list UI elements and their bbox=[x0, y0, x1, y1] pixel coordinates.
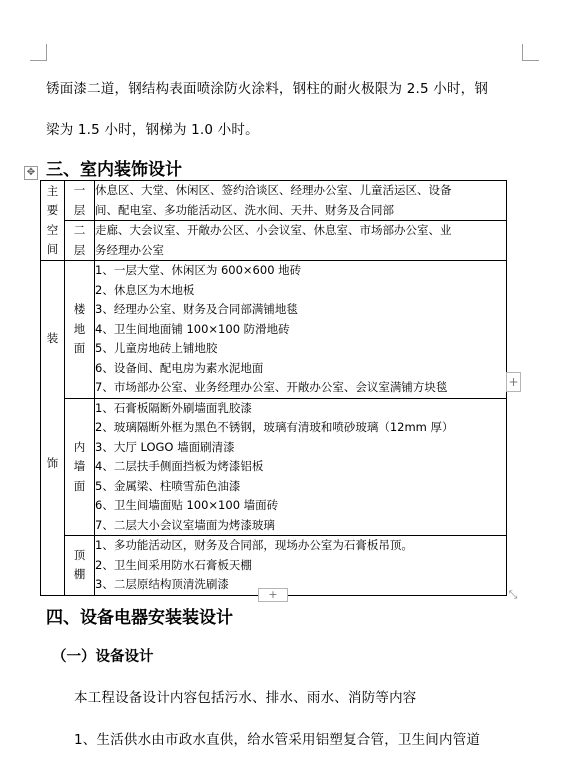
subsection-heading-equipment-design: （一）设备设计 bbox=[52, 649, 154, 665]
table-resize-icon[interactable]: ⤡ bbox=[508, 588, 518, 601]
add-column-plus-icon[interactable]: + bbox=[506, 372, 521, 392]
body-paragraph: 本工程设备设计内容包括污水、排水、雨水、消防等内容 bbox=[74, 690, 417, 706]
category-decoration: 装 饰 bbox=[41, 261, 65, 596]
table-row bbox=[41, 398, 507, 536]
crop-mark-top-left bbox=[30, 44, 47, 61]
ceiling-items: 1、多功能活动区，财务及合同部，现场办公室为石膏板吊顶。 2、卫生间采用防水石膏板天棚 3、二层原结构顶清洗刷漆 bbox=[95, 536, 507, 596]
table-row bbox=[41, 261, 507, 399]
section-heading-interior-design: 三、室内装饰设计 bbox=[46, 160, 182, 180]
table-row bbox=[41, 536, 507, 596]
floor-1-label: 一 层 bbox=[65, 181, 95, 221]
floor-2-spaces: 走廊、大会议室、开敞办公区、小会议室、休息室、市场部办公室、业 务经理办公室 bbox=[95, 221, 507, 261]
category-main-spaces: 主 要 空 间 bbox=[41, 181, 65, 261]
floor-ground-items: 1、一层大堂、休闲区为 600×600 地砖 2、休息区为木地板 3、经理办公室、财务及合同部满铺地毯 4、卫生间地面铺 100×100 防滑地砖 5、儿童房地砖上铺地胶 6、设备间、配电房为素水泥地面 7、市场部办公室、业务经理办公室、开敞办公室、会议室满铺方块毯 bbox=[95, 261, 507, 399]
body-paragraph: 1、生活供水由市政水直供，给水管采用铝塑复合管，卫生间内管道 bbox=[74, 732, 481, 748]
ceiling-label: 顶 棚 bbox=[65, 536, 95, 596]
interior-wall-label: 内 墙 面 bbox=[65, 398, 95, 536]
section-heading-equipment: 四、设备电器安装装设计 bbox=[46, 608, 233, 628]
add-row-plus-icon[interactable]: + bbox=[258, 588, 288, 602]
table-move-handle-icon[interactable]: ✥ bbox=[24, 166, 38, 180]
crop-mark-top-right bbox=[522, 44, 539, 61]
floor-1-spaces: 休息区、大堂、休闲区、签约洽谈区、经理办公室、儿童活运区、设备 间、配电室、多功能活动区、洗水间、天井、财务及合同部 bbox=[95, 181, 507, 221]
floor-2-label: 二 层 bbox=[65, 221, 95, 261]
interior-decoration-table bbox=[40, 180, 507, 596]
body-paragraph: 梁为 1.5 小时，钢梯为 1.0 小时。 bbox=[46, 122, 259, 138]
interior-wall-items: 1、石膏板隔断外刷墙面乳胶漆 2、玻璃隔断外框为黑色不锈钢，玻璃有清玻和喷砂玻璃（12mm 厚） 3、大厅 LOGO 墙面刷清漆 4、二层扶手侧面挡板为烤漆铝板 5、金属梁、柱喷雪茄色油漆 6、卫生间墙面贴 100×100 墙面砖 7、二层大小会议室墙面为烤漆玻璃 bbox=[95, 398, 507, 536]
table-row bbox=[41, 221, 507, 261]
table-row bbox=[41, 181, 507, 221]
body-paragraph: 锈面漆二道，钢结构表面喷涂防火涂料，钢柱的耐火极限为 2.5 小时，钢 bbox=[46, 81, 489, 97]
floor-ground-label: 楼 地 面 bbox=[65, 261, 95, 399]
